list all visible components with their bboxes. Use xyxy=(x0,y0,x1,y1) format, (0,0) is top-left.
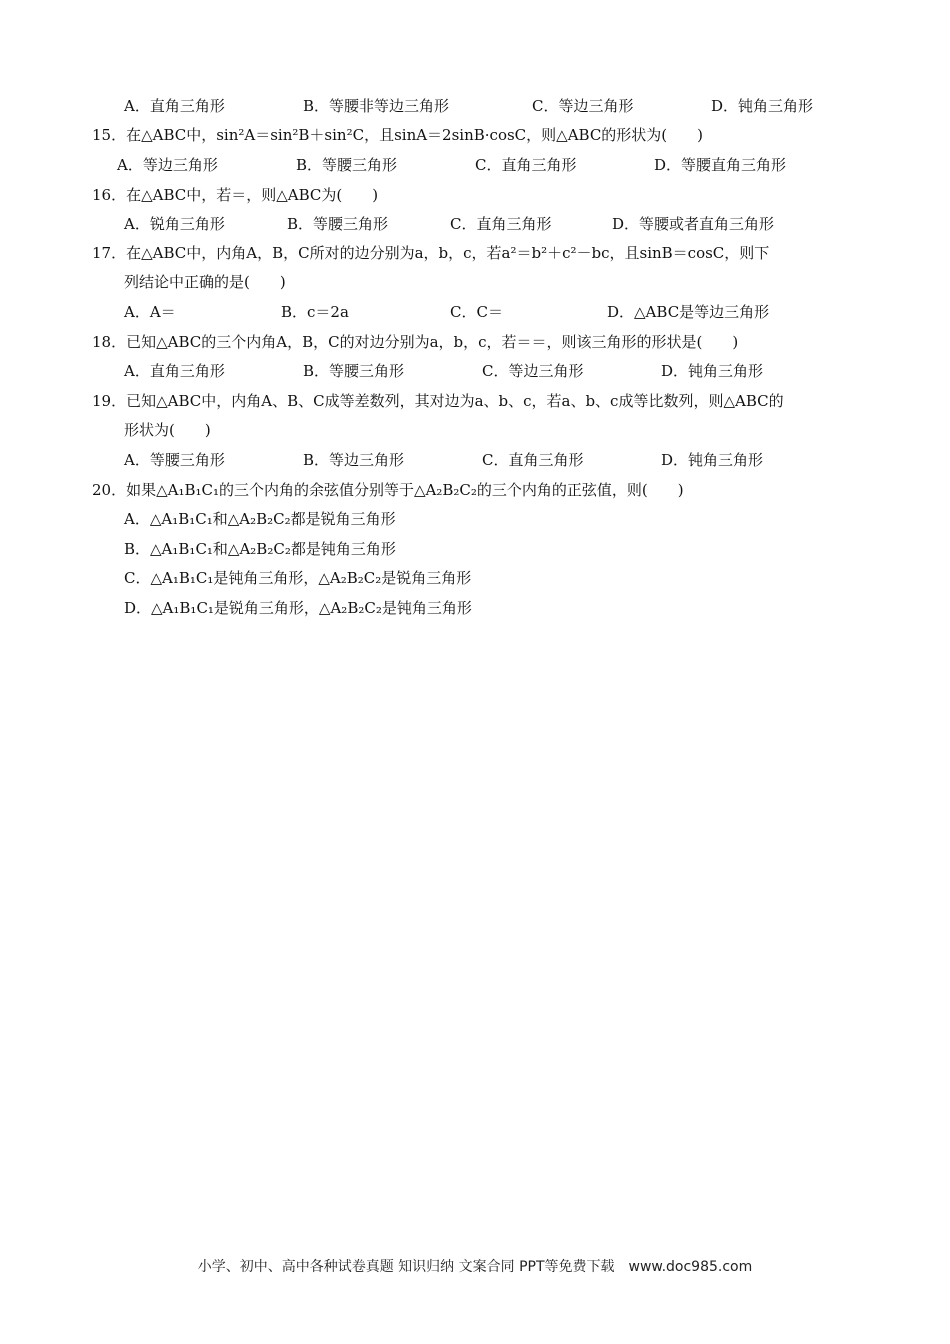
question-stem-line-2: 形状为( ) xyxy=(124,421,211,439)
question-stem-line-1: 17．在△ABC中，内角A，B，C所对的边分别为a，b，c，若a²＝b²＋c²－bc，且sinB＝cosC，则下 xyxy=(92,244,770,262)
question-stem: 20．如果△A₁B₁C₁的三个内角的余弦值分别等于△A₂B₂C₂的三个内角的正弦值，则( ) xyxy=(92,481,684,499)
question-stem: 15．在△ABC中，sin²A＝sin²B＋sin²C，且sinA＝2sinB·cosC，则△ABC的形状为( ) xyxy=(92,126,704,144)
option-d: D．钝角三角形 xyxy=(661,362,764,380)
option-a: A．A＝ xyxy=(124,303,176,321)
option-c: C．△A₁B₁C₁是钝角三角形，△A₂B₂C₂是锐角三角形 xyxy=(124,569,472,587)
option-b: B．等腰三角形 xyxy=(296,156,398,174)
option-d: D．等腰或者直角三角形 xyxy=(612,215,775,233)
option-a: A．直角三角形 xyxy=(124,362,225,380)
question-stem: 16．在△ABC中，若＝，则△ABC为( ) xyxy=(92,186,379,204)
question-stem-line-2: 列结论中正确的是( ) xyxy=(124,273,286,291)
option-a: A．△A₁B₁C₁和△A₂B₂C₂都是锐角三角形 xyxy=(124,510,396,528)
option-d: D．等腰直角三角形 xyxy=(654,156,787,174)
option-c: C．直角三角形 xyxy=(482,451,584,469)
option-b: B．c＝2a xyxy=(281,303,349,321)
option-a: A．等腰三角形 xyxy=(124,451,225,469)
option-a: A．直角三角形 xyxy=(124,97,225,115)
question-stem-line-1: 19．已知△ABC中，内角A、B、C成等差数列，其对边为a、b、c，若a、b、c成等比数列，则△ABC的 xyxy=(92,392,784,410)
option-b: B．等腰三角形 xyxy=(287,215,389,233)
option-a: A．锐角三角形 xyxy=(124,215,225,233)
option-c: C．直角三角形 xyxy=(475,156,577,174)
option-c: C．C＝ xyxy=(450,303,503,321)
option-c: C．等边三角形 xyxy=(482,362,584,380)
question-stem: 18．已知△ABC的三个内角A，B，C的对边分别为a，b，c，若＝＝，则该三角形的形状是( ) xyxy=(92,333,739,351)
option-c: C．直角三角形 xyxy=(450,215,552,233)
option-b: B．等边三角形 xyxy=(303,451,405,469)
option-d: D．钝角三角形 xyxy=(661,451,764,469)
option-b: B．等腰非等边三角形 xyxy=(303,97,450,115)
option-b: B．△A₁B₁C₁和△A₂B₂C₂都是钝角三角形 xyxy=(124,540,396,558)
option-d: D．钝角三角形 xyxy=(711,97,814,115)
option-b: B．等腰三角形 xyxy=(303,362,405,380)
page-footer: 小学、初中、高中各种试卷真题 知识归纳 文案合同 PPT等免费下载 www.doc985.com xyxy=(197,1259,753,1275)
option-a: A．等边三角形 xyxy=(117,156,218,174)
option-d: D．△ABC是等边三角形 xyxy=(607,303,770,321)
option-d: D．△A₁B₁C₁是锐角三角形，△A₂B₂C₂是钝角三角形 xyxy=(124,599,472,617)
option-c: C．等边三角形 xyxy=(532,97,634,115)
